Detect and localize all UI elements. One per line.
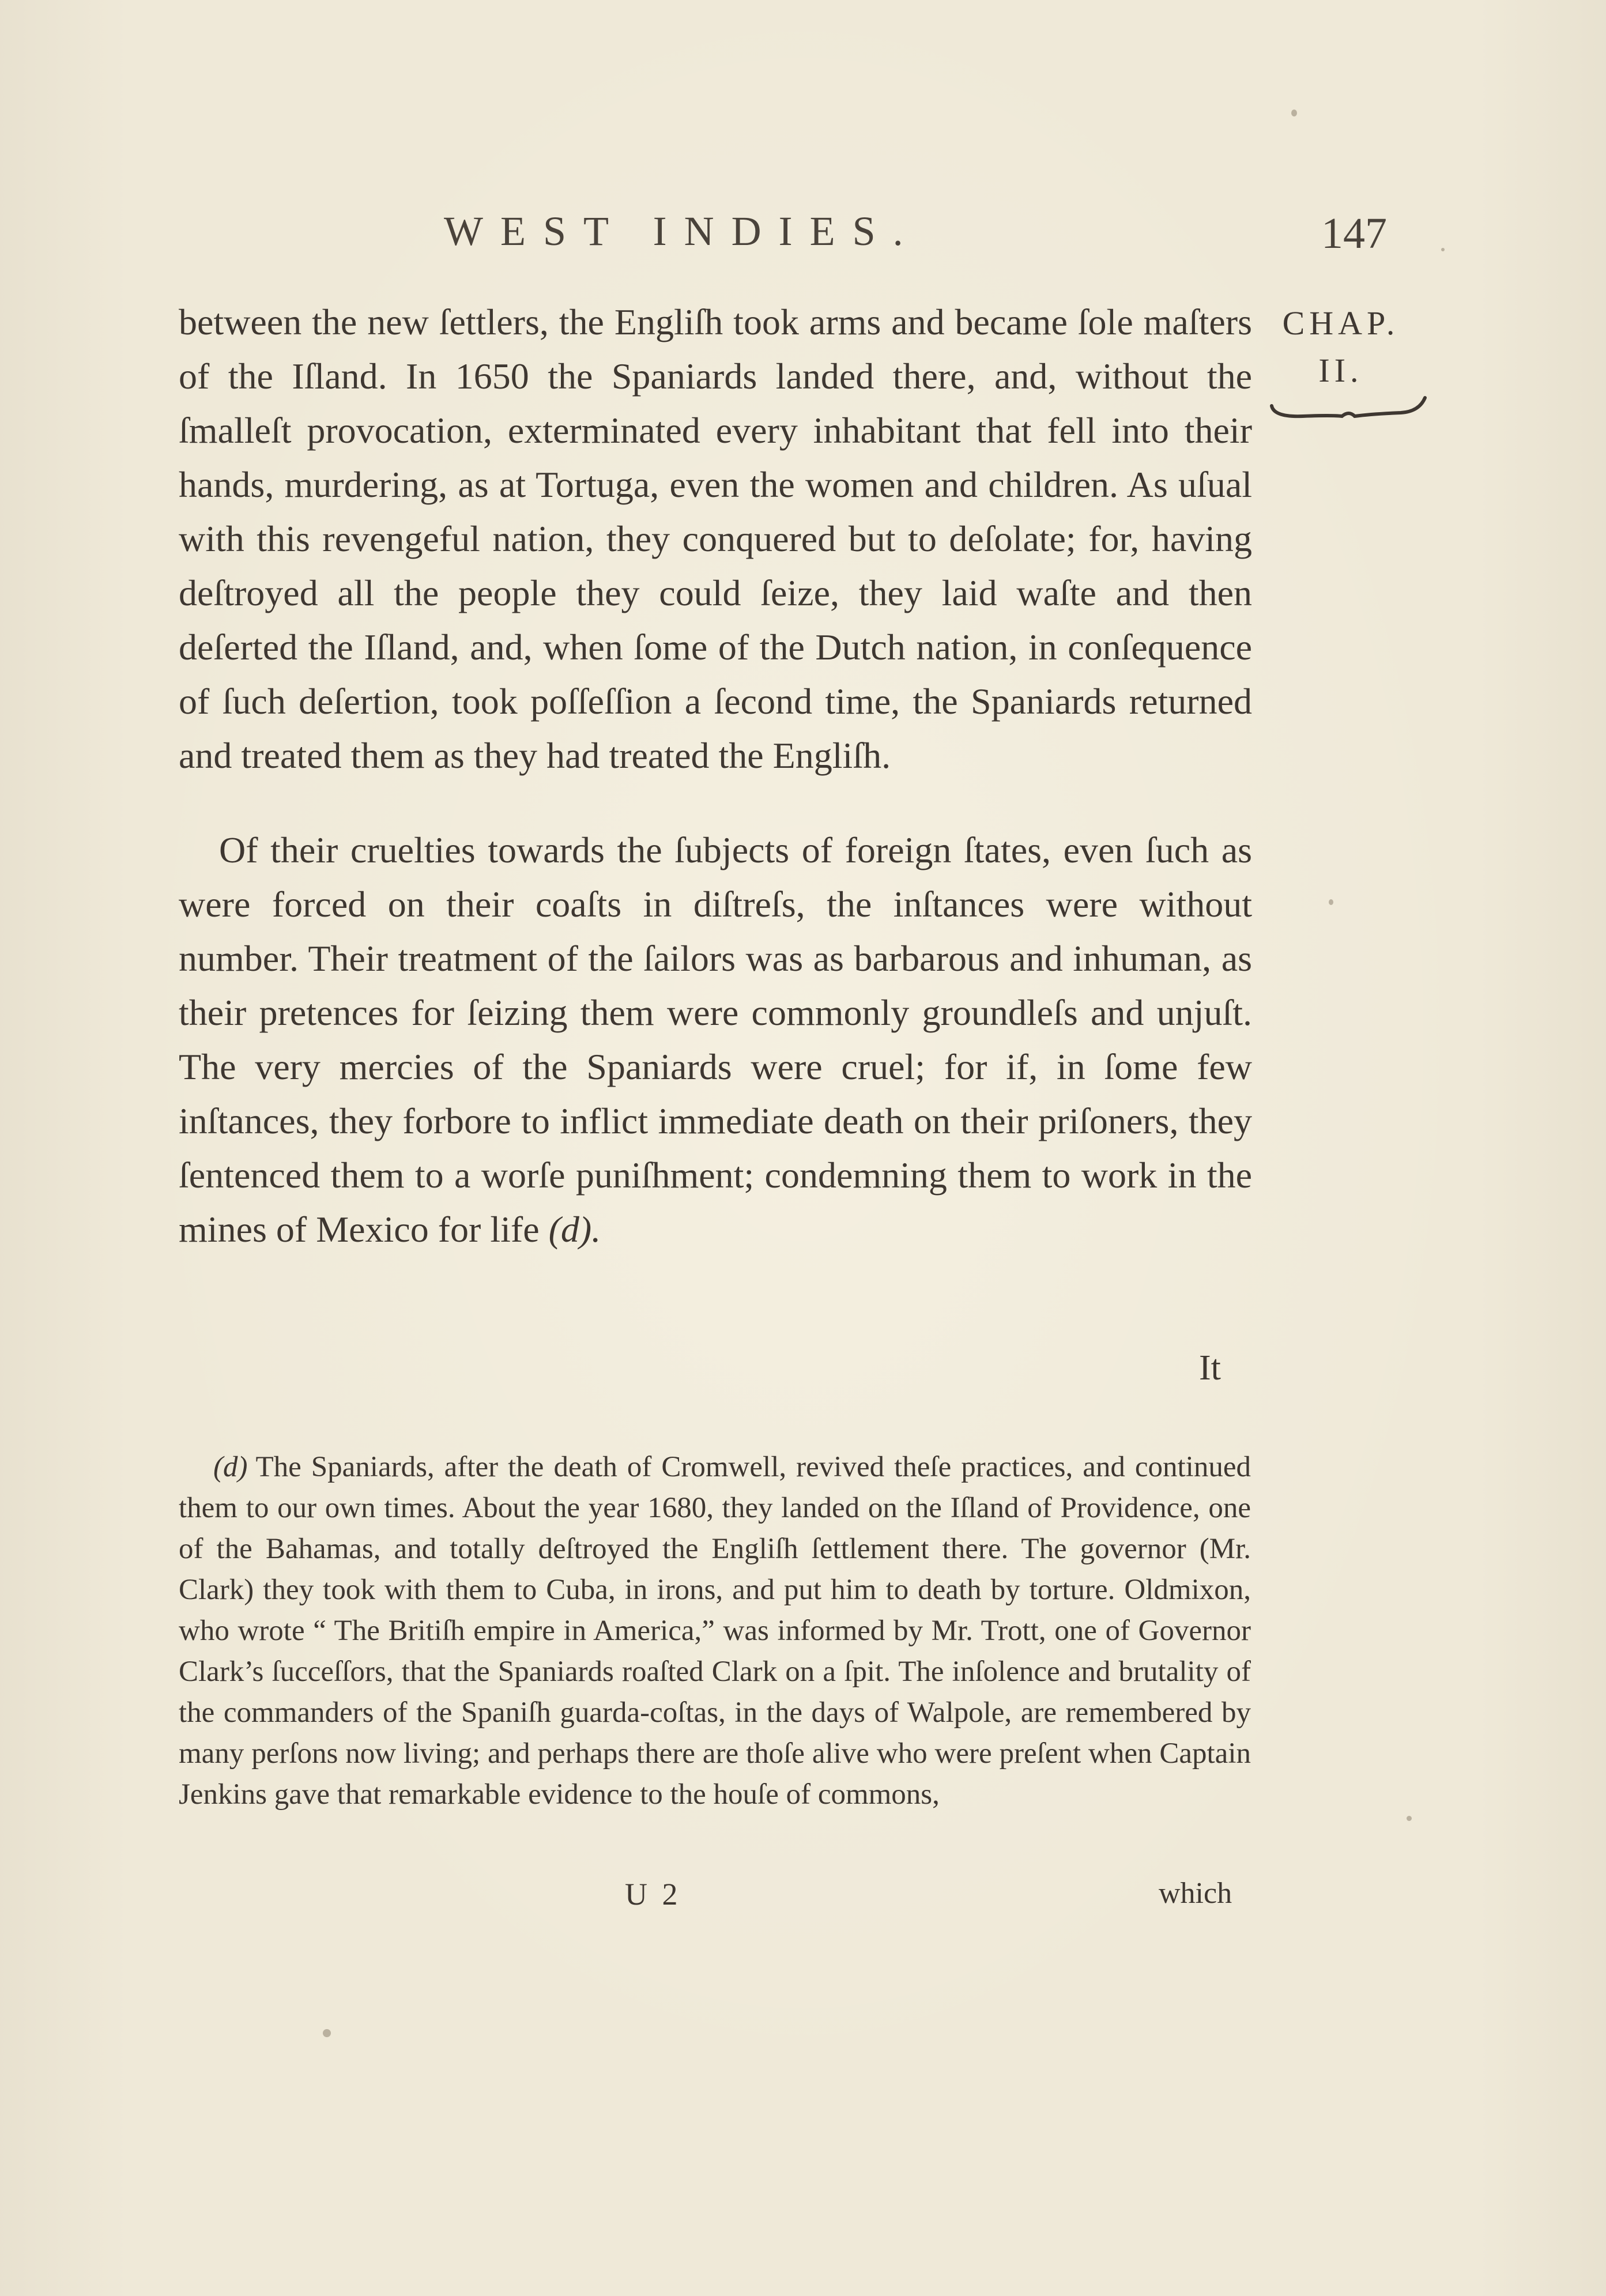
foxing-spot <box>1291 110 1297 116</box>
foxing-spot <box>1329 899 1333 905</box>
footnote-marker: (d) <box>213 1451 248 1483</box>
foxing-spot <box>1441 248 1445 251</box>
paragraph-2-text: Of their cruelties towards the ſubjects of foreign ſtates, even ſuch as were forced on their coaſts in diſtreſs, the inſtances were without number. Their treatment of the ſailors was as barbarous and inhuman, as their pretences for ſeizing them were commonly groundleſs and unjuſt. The very mercies of the Spaniards were cruel; for if, in ſome few inſtances, they forbore to inflict immediate death on their priſoners, they ſentenced them to a worſe puniſhment; condemning them to work in the mines of Mexico for life <box>179 830 1252 1250</box>
signature-mark: U 2 <box>625 1877 681 1912</box>
page-number: 147 <box>1321 209 1387 258</box>
foxing-spot <box>1407 1816 1412 1821</box>
foxing-spot <box>323 2029 331 2037</box>
margin-chapter-note <box>1254 300 1427 394</box>
brace-ornament <box>1268 393 1430 428</box>
catchword-bottom: which <box>1159 1877 1232 1910</box>
chapter-number: II. <box>1318 352 1363 389</box>
paragraph-1: between the new ſettlers, the Engliſh took arms and became ſole maſters of the Iſland. In 1650 the Spaniards landed there, and, without the ſmalleſt provocation, exterminated every inhabitant that fell into their hands, murdering, as at Tortuga, even the women and children. As uſual with this revengeful nation, they conquered but to deſolate; for, having deſtroyed all the people they could ſeize, they laid waſte and then deſerted the Iſland, and, when ſome of the Dutch nation, in conſequence of ſuch deſertion, took poſſeſſion a ſecond time, the Spaniards returned and treated them as they had treated the Engliſh. <box>179 301 1252 776</box>
body-text <box>179 295 1252 1257</box>
chapter-label: CHAP. <box>1282 304 1400 342</box>
footnote-reference: (d). <box>548 1209 601 1250</box>
footnote <box>179 1447 1251 1815</box>
paragraph-2 <box>179 823 1252 1257</box>
footnote-text: The Spaniards, after the death of Cromwell, revived theſe practices, and continued them to our own times. About the year 1680, they landed on the Iſland of Providence, one of the Bahamas, and totally deſtroyed the Engliſh ſettlement there. The governor (Mr. Clark) they took with them to Cuba, in irons, and put him to death by torture. Oldmixon, who wrote “ The Britiſh empire in America,” was informed by Mr. Trott, one of Governor Clark’s ſucceſſors, that the Spaniards roaſted Clark on a ſpit. The inſolence and brutality of the commanders of the Spaniſh guarda-coſtas, in the days of Walpole, are remembered by many perſons now living; and perhaps there are thoſe alive who were preſent when Captain Jenkins gave that remarkable evidence to the houſe of commons, <box>179 1451 1251 1811</box>
running-head: WEST INDIES. <box>444 208 921 254</box>
catchword-top: It <box>1199 1348 1221 1388</box>
